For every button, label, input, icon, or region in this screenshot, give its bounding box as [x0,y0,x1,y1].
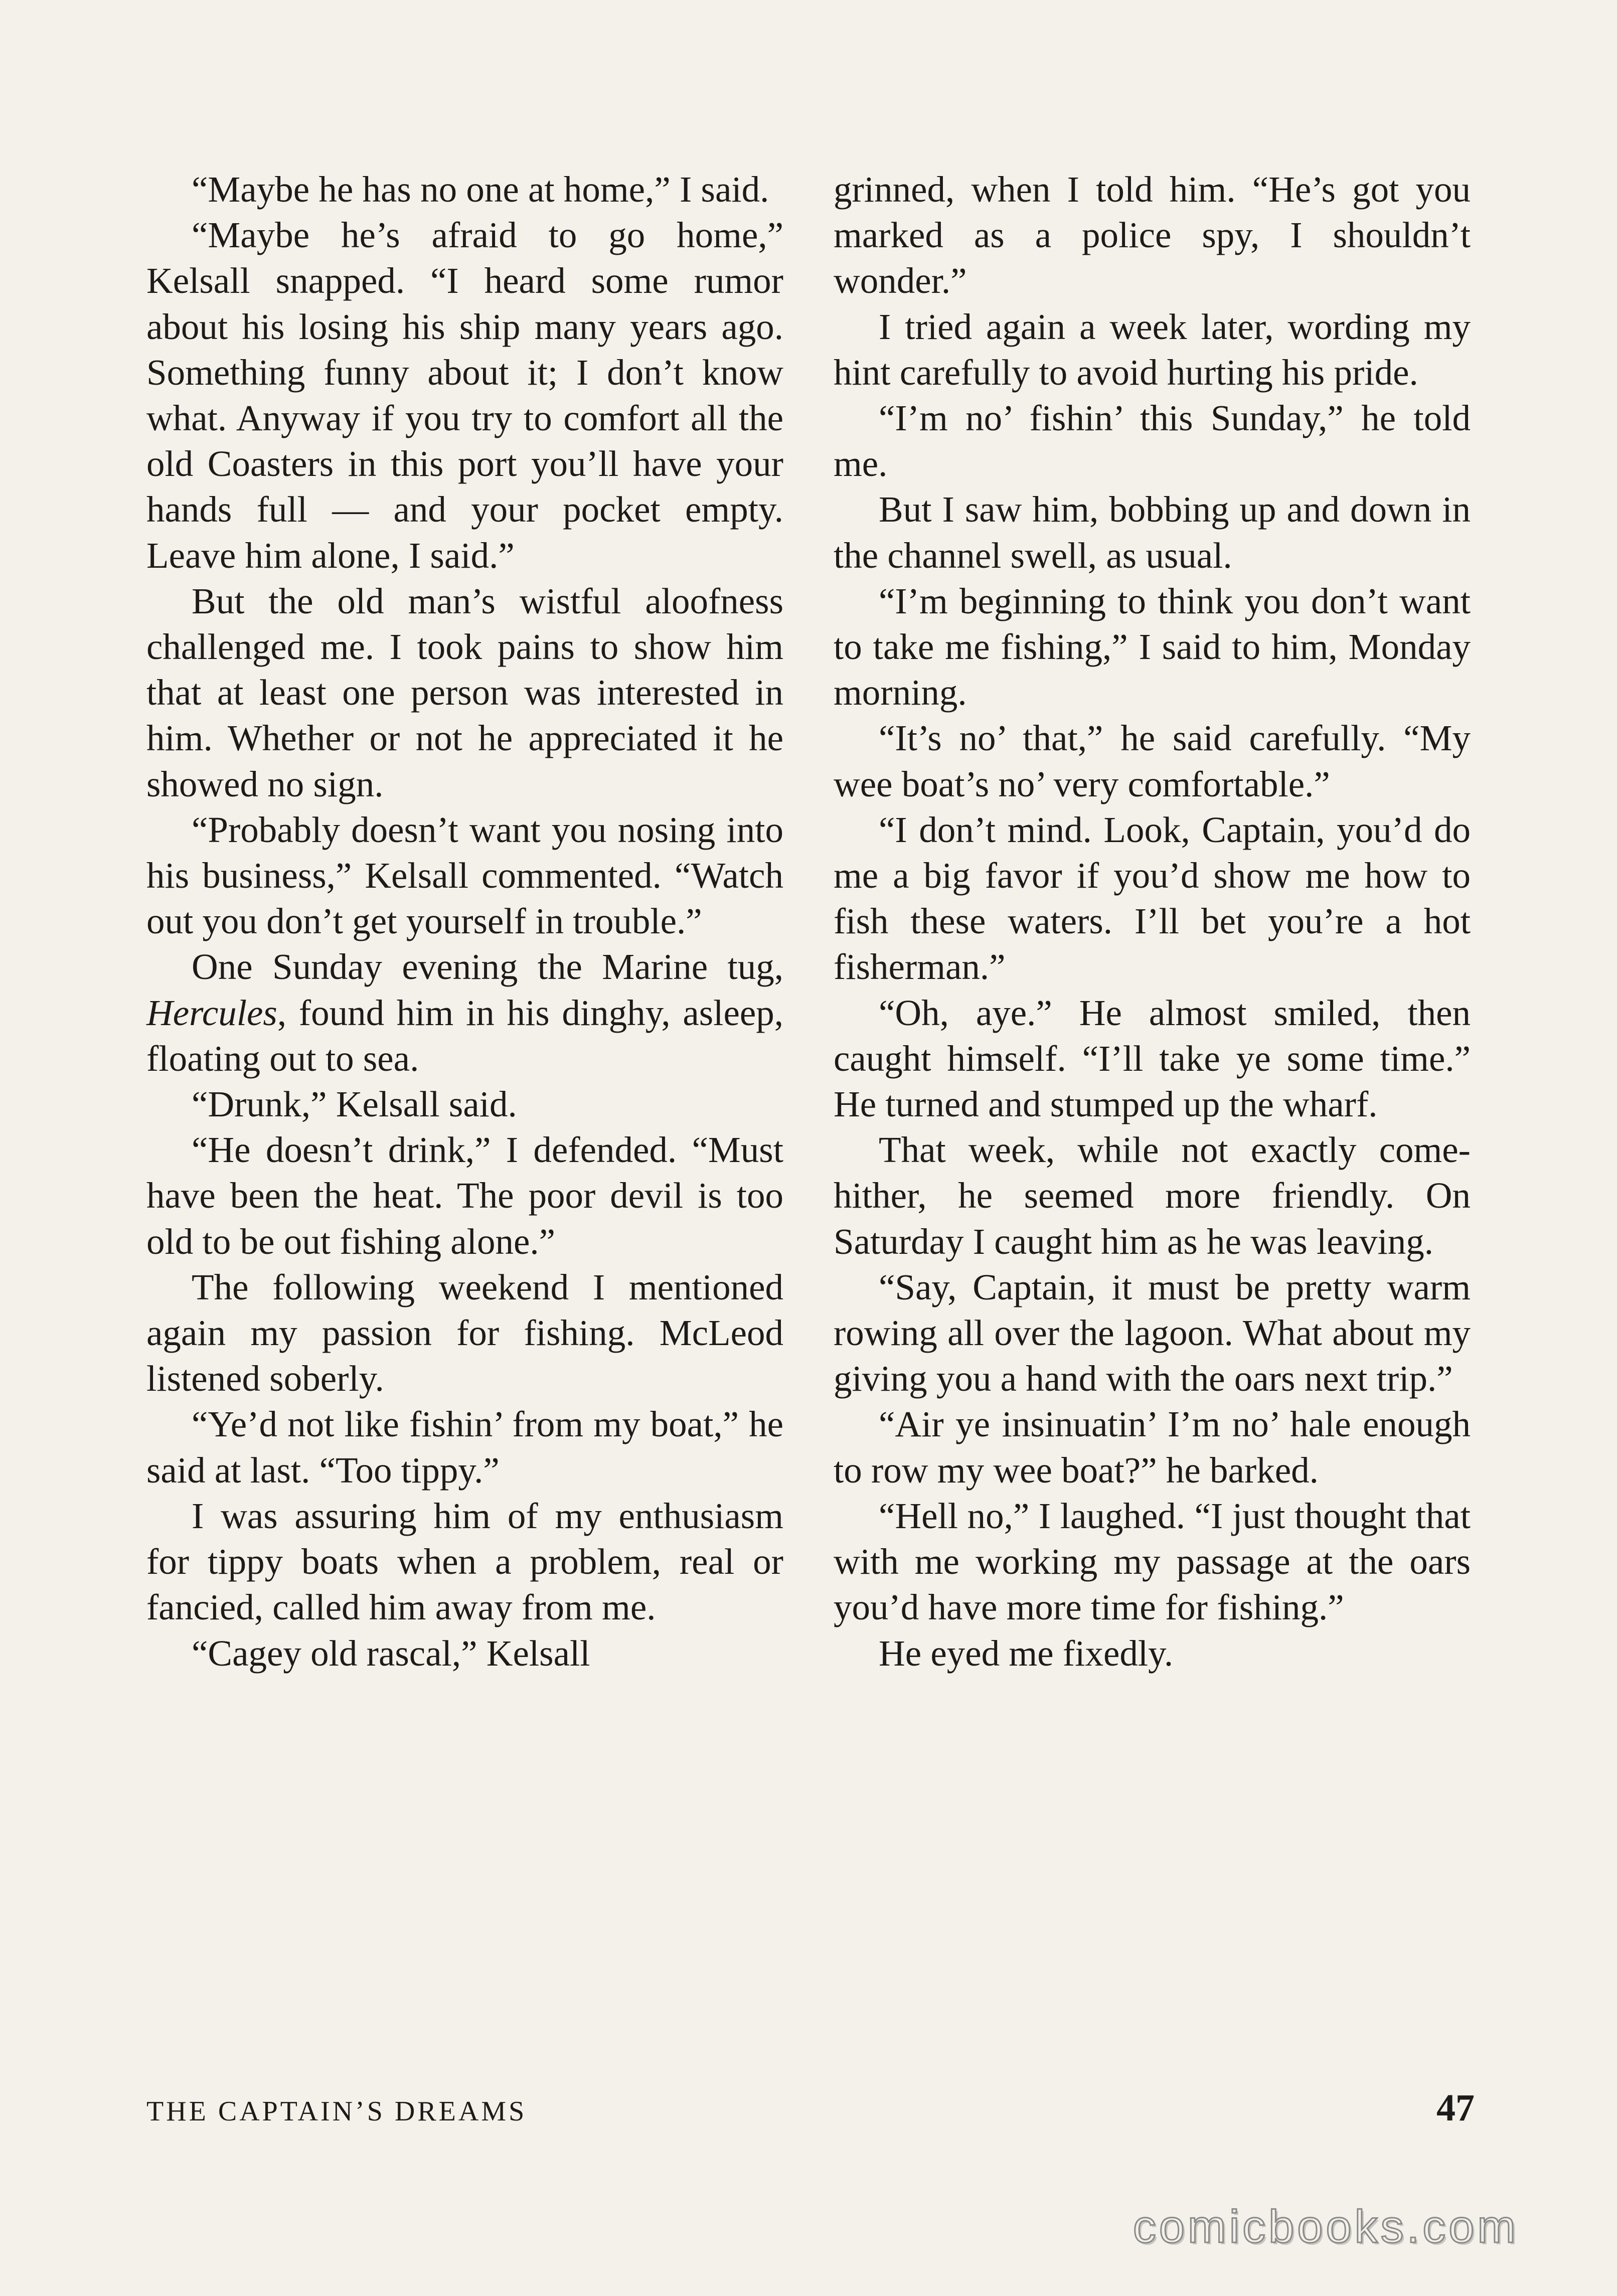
paragraph-continued: grinned, when I told him. “He’s got you marked as a police spy, I shouldn’t wonder.” [834,169,1471,301]
page-number: 47 [1436,2087,1475,2129]
paragraph: I tried again a week later, wording my hint carefully to avoid hurting his pride. [834,306,1471,393]
paragraph: He eyed me fixedly. [879,1632,1174,1674]
paragraph: The following weekend I mentioned again my passion for fishing. McLeod listened soberly. [146,1266,783,1399]
paragraph: “I’m no’ fishin’ this Sunday,” he told me. [834,398,1471,484]
ship-name: Hercules [146,992,277,1033]
paragraph: But I saw him, bobbing up and down in the channel swell, as usual. [834,489,1471,576]
paragraph: “It’s no’ that,” he said carefully. “My wee boat’s no’ very comfortable.” [834,718,1471,804]
paragraph [146,944,783,1081]
paragraph-last-line: “Cagey old rascal,” Kelsall [192,1632,590,1674]
paragraph: “Drunk,” Kelsall said. [192,1084,517,1125]
watermark-logo: comicbooks.com [1133,2201,1519,2252]
paragraph: “Maybe he’s afraid to go home,” Kelsall snapped. “I heard some rumor about his losing his ship many years ago. Something funny about it; I don’t know what. Anyway if you try to comfort all the old Coasters in this port you’ll have your hands full — and your pocket empty. Leave him alone, I said.” [146,215,783,576]
paragraph: “Say, Captain, it must be pretty warm rowing all over the lagoon. What about my giving you a hand with the oars next trip.” [834,1266,1471,1399]
paragraph: That week, while not exactly come-hither, he seemed more friendly. On Saturday I caught him as he was leaving. [834,1129,1471,1262]
paragraph: “Air ye insinuatin’ I’m no’ hale enough to row my wee boat?” he barked. [834,1404,1471,1491]
paragraph-text: One Sunday evening the Marine tug, Hercules, found him in his dinghy, asleep, floating out to sea. [146,946,783,1079]
paragraph: “I’m beginning to think you don’t want to take me fishing,” I said to him, Monday morning. [834,580,1471,713]
left-text-column [146,167,783,1676]
paragraph: But the old man’s wistful aloofness challenged me. I took pains to show him that at least one person was interested in him. Whether or not he appreciated it he showed no sign. [146,580,783,804]
right-text-column [834,167,1471,1676]
paragraph: I was assuring him of my enthusiasm for tippy boats when a problem, real or fancied, called him away from me. [146,1495,783,1628]
paragraph: “He doesn’t drink,” I defended. “Must have been the heat. The poor devil is too old to be out fishing alone.” [146,1129,783,1262]
running-footer-title: THE CAPTAIN’S DREAMS [146,2096,527,2127]
paragraph: “I don’t mind. Look, Captain, you’d do me a big favor if you’d show me how to fish these waters. I’ll bet you’re a hot fisherman.” [834,809,1471,988]
paragraph: “Ye’d not like fishin’ from my boat,” he said at last. “Too tippy.” [146,1404,783,1491]
paragraph: “Maybe he has no one at home,” I said. [192,169,769,210]
paragraph: “Probably doesn’t want you nosing into his business,” Kelsall commented. “Watch out you don’t get yourself in trouble.” [146,809,783,942]
paragraph: “Hell no,” I laughed. “I just thought that with me working my passage at the oars you’d have more time for fishing.” [834,1495,1471,1628]
paragraph: “Oh, aye.” He almost smiled, then caught himself. “I’ll take ye some time.” He turned and stumped up the wharf. [834,992,1471,1125]
